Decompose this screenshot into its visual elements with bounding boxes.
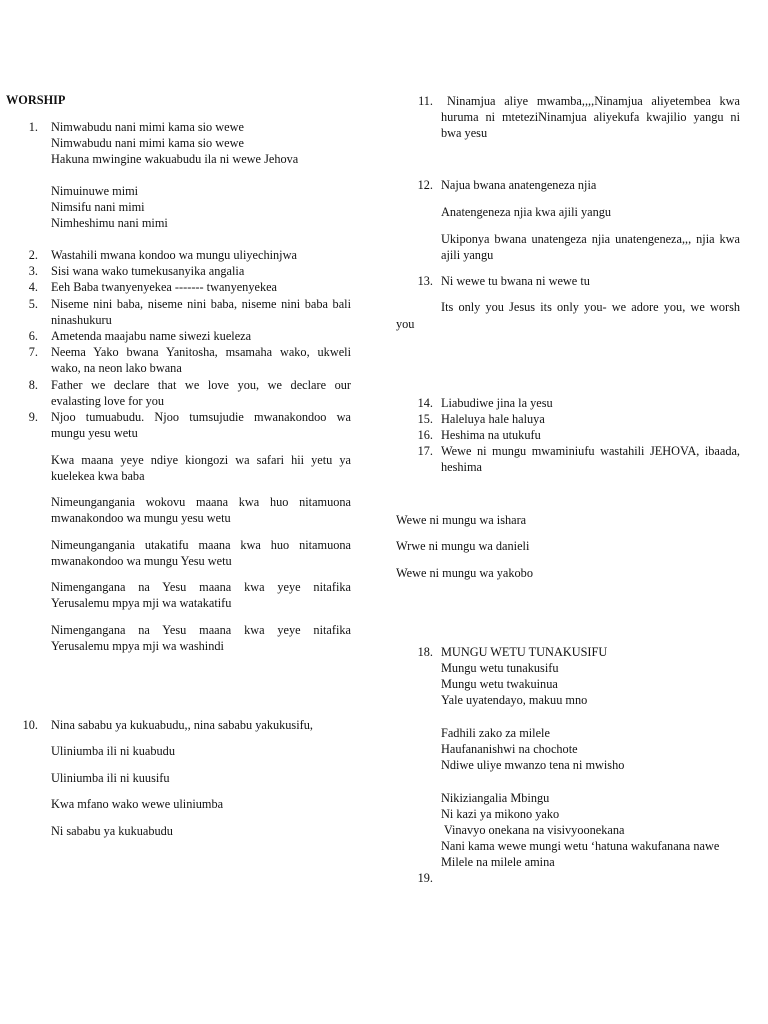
song-9-para: Nimengangana na Yesu maana kwa yeye nitafika Yerusalemu mpya mji wa watakatifu	[51, 580, 351, 610]
lyric-line: Nimwabudu nani mimi kama sio wewe	[51, 136, 244, 150]
song-8: Father we declare that we love you, we declare our evalasting love for you	[51, 378, 351, 408]
item-number: 18.	[417, 645, 433, 659]
plain-line: Wrwe ni mungu wa danieli	[396, 539, 530, 553]
song-2: Wastahili mwana kondoo wa mungu uliyechinjwa	[51, 248, 297, 262]
song-18	[441, 644, 751, 708]
song-16: Heshima na utukufu	[441, 428, 541, 442]
item-number: 13.	[417, 274, 433, 288]
song-9-para: Nimengangana na Yesu maana kwa yeye nitafika Yerusalemu mpya mji wa washindi	[51, 623, 351, 653]
lyric-line: MUNGU WETU TUNAKUSIFU	[441, 645, 608, 659]
song-4: Eeh Baba twanyenyekea ------- twanyenyekea	[51, 280, 278, 294]
song-1-verse	[51, 183, 351, 231]
song-1	[51, 119, 351, 167]
song-13: Ni wewe tu bwana ni wewe tu	[441, 274, 590, 288]
item-number: 3.	[28, 264, 38, 278]
song-14: Liabudiwe jina la yesu	[441, 396, 553, 410]
lyric-line: Nikiziangalia Mbingu	[441, 791, 550, 805]
item-number: 7.	[28, 345, 38, 359]
song-13-para-end: you	[396, 317, 415, 331]
lyric-line: Nani kama wewe mungi wetu ‘hatuna wakufanana nawe	[441, 839, 720, 853]
lyric-line: Nimwabudu nani mimi kama sio wewe	[51, 120, 244, 134]
item-number: 10.	[22, 718, 38, 732]
song-18-verse	[441, 790, 751, 870]
item-number: 4.	[28, 280, 38, 294]
song-17: Wewe ni mungu mwaminiufu wastahili JEHOVA, ibaada, heshima	[441, 444, 740, 474]
item-number: 17.	[417, 444, 433, 458]
item-number: 5.	[28, 297, 38, 311]
song-10: Nina sababu ya kukuabudu,, nina sababu yakukusifu,	[51, 718, 313, 732]
lyric-line: Milele na milele amina	[441, 855, 555, 869]
song-6: Ametenda maajabu name siwezi kueleza	[51, 329, 252, 343]
lyric-line: Nimuinuwe mimi	[51, 184, 139, 198]
lyric-line: Nimheshimu nani mimi	[51, 216, 168, 230]
item-number: 19.	[417, 871, 433, 885]
song-18-verse	[441, 725, 751, 773]
song-12: Najua bwana anatengeneza njia	[441, 178, 597, 192]
song-10-para: Kwa mfano wako wewe uliniumba	[51, 797, 224, 811]
item-number: 9.	[28, 410, 38, 424]
song-11: Ninamjua aliye mwamba,,,,Ninamjua aliyetembea kwa huruma ni mteteziNinamjua aliyekufa kwajilio yangu ni bwa yesu	[441, 94, 740, 140]
song-3: Sisi wana wako tumekusanyika angalia	[51, 264, 245, 278]
song-9: Njoo tumuabudu. Njoo tumsujudie mwanakondoo wa mungu yesu wetu	[51, 410, 351, 440]
lyric-line: Fadhili zako za milele	[441, 726, 550, 740]
item-number: 2.	[28, 248, 38, 262]
lyric-line: Hakuna mwingine wakuabudu ila ni wewe Jehova	[51, 152, 299, 166]
song-9-para: Kwa maana yeye ndiye kiongozi wa safari hii yetu ya kuelekea kwa baba	[51, 453, 351, 483]
lyric-line: Haufananishwi na chochote	[441, 742, 578, 756]
item-number: 8.	[28, 378, 38, 392]
song-7: Neema Yako bwana Yanitosha, msamaha wako, ukweli wako, na neon lako bwana	[51, 345, 351, 375]
item-number: 6.	[28, 329, 38, 343]
song-9-para: Nimeungangania utakatifu maana kwa huo nitamuona mwanakondoo wa mungu Yesu wetu	[51, 538, 351, 568]
item-number: 12.	[417, 178, 433, 192]
item-number: 11.	[418, 94, 433, 108]
item-number: 16.	[417, 428, 433, 442]
item-number: 14.	[417, 396, 433, 410]
song-12-para: Anatengeneza njia kwa ajili yangu	[441, 205, 612, 219]
lyric-line: Mungu wetu tunakusifu	[441, 661, 559, 675]
lyric-line: Ndiwe uliye mwanzo tena ni mwisho	[441, 758, 625, 772]
item-number: 15.	[417, 412, 433, 426]
item-number: 1.	[28, 120, 38, 134]
plain-line: Wewe ni mungu wa ishara	[396, 513, 527, 527]
lyric-line: Vinavyo onekana na visivyoonekana	[441, 823, 625, 837]
song-10-para: Uliniumba ili ni kuusifu	[51, 771, 170, 785]
song-12-para: Ukiponya bwana unatengeza njia unatengeneza,,, njia kwa ajili yangu	[441, 232, 740, 262]
song-13-para: Its only you Jesus its only you- we adore you, we worsh	[441, 300, 740, 314]
song-15: Haleluya hale haluya	[441, 412, 545, 426]
plain-line: Wewe ni mungu wa yakobo	[396, 566, 533, 580]
lyric-line: Mungu wetu twakuinua	[441, 677, 558, 691]
page-heading: WORSHIP	[6, 93, 66, 107]
lyric-line: Yale uyatendayo, makuu mno	[441, 693, 588, 707]
lyric-line: Ni kazi ya mikono yako	[441, 807, 560, 821]
song-10-para: Ni sababu ya kukuabudu	[51, 824, 173, 838]
song-10-para: Uliniumba ili ni kuabudu	[51, 744, 175, 758]
lyric-line: Nimsifu nani mimi	[51, 200, 145, 214]
song-9-para: Nimeungangania wokovu maana kwa huo nitamuona mwanakondoo wa mungu yesu wetu	[51, 495, 351, 525]
song-5: Niseme nini baba, niseme nini baba, niseme nini baba bali ninashukuru	[51, 297, 351, 327]
